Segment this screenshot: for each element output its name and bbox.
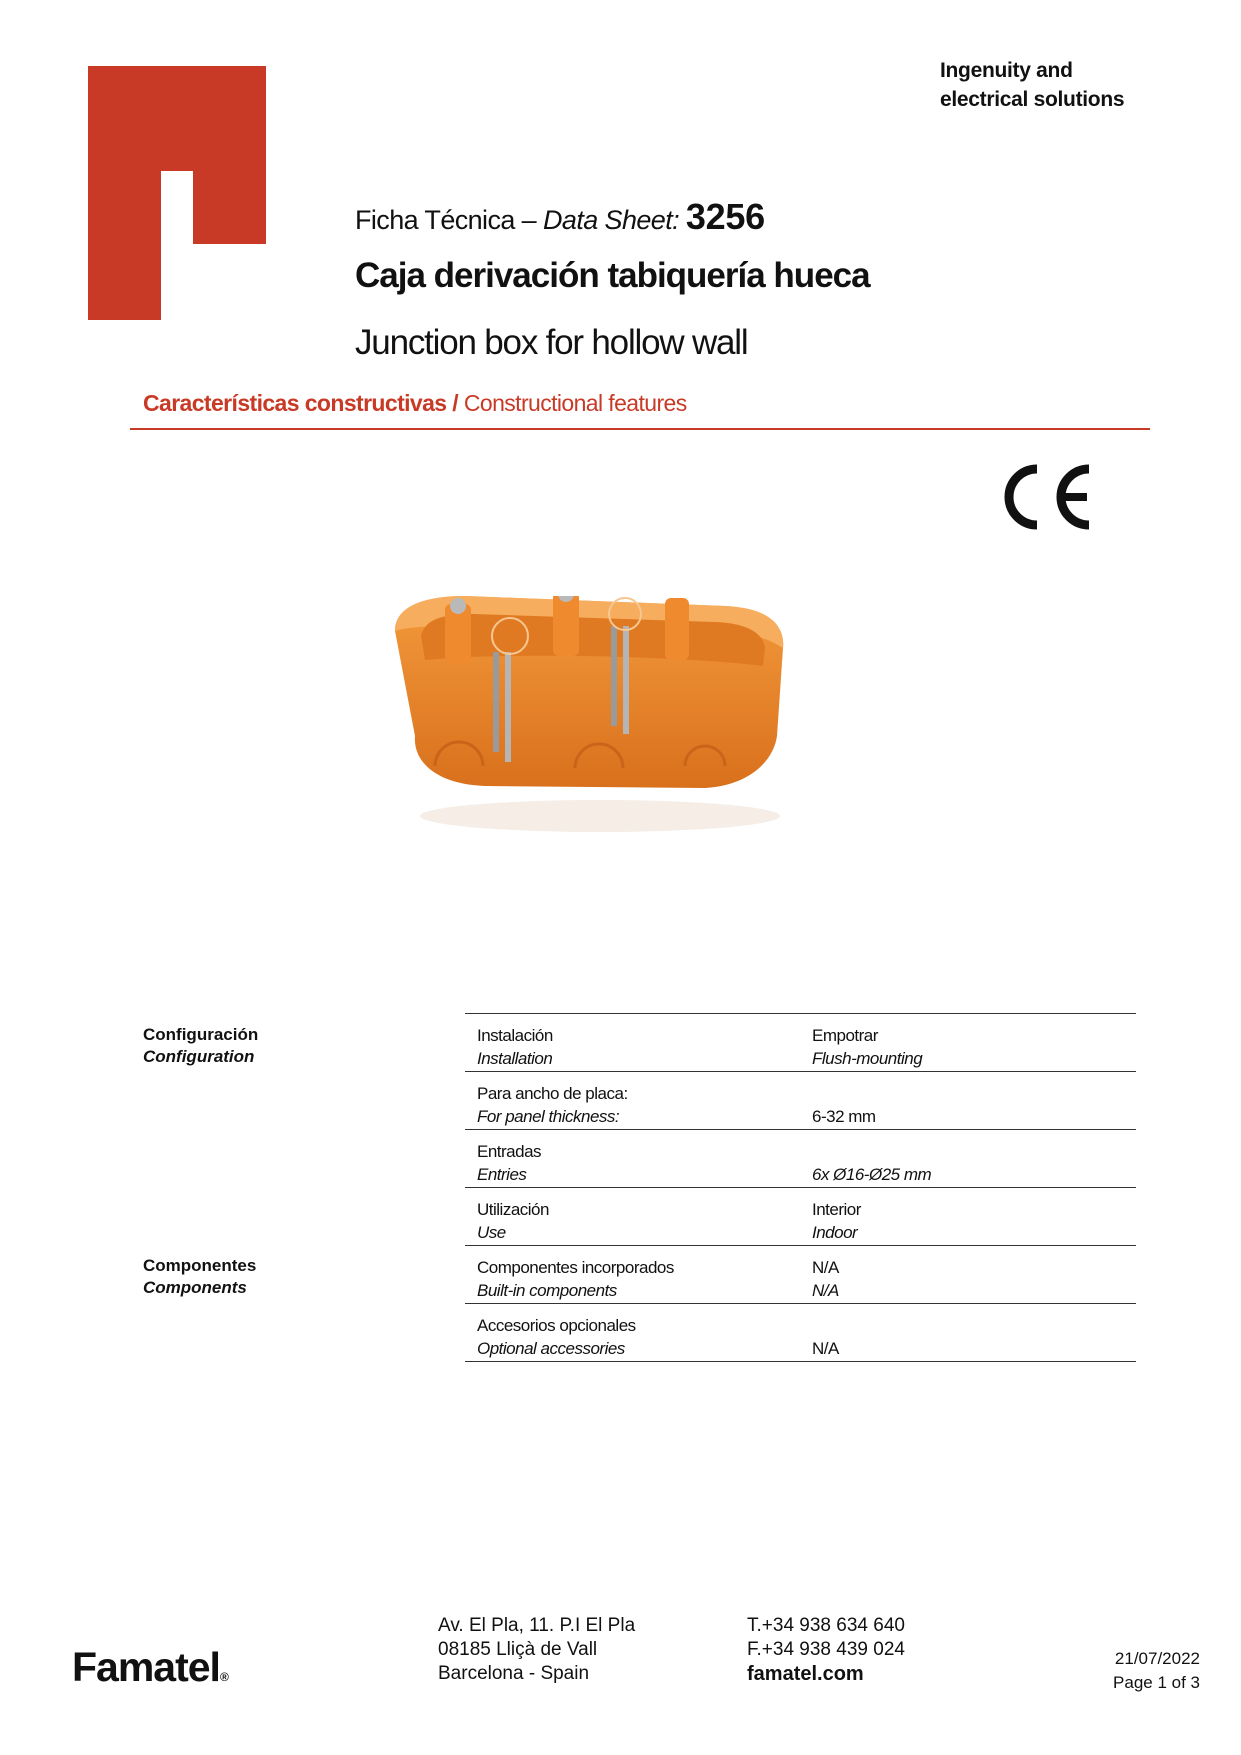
spec-label-es: Para ancho de placa: bbox=[477, 1084, 628, 1103]
fax-number: F.+34 938 439 024 bbox=[747, 1639, 905, 1660]
spec-value-en: Indoor bbox=[812, 1223, 858, 1242]
registered-mark: ® bbox=[219, 1670, 229, 1684]
tagline-line-1: Ingenuity and bbox=[940, 59, 1073, 82]
spec-value-es: Interior bbox=[812, 1200, 861, 1219]
sheet-prefix-es: Ficha Técnica – bbox=[355, 205, 543, 235]
spec-value-es: Empotrar bbox=[812, 1026, 878, 1045]
page-title-es: Caja derivación tabiquería hueca bbox=[355, 256, 870, 295]
address-line-3: Barcelona - Spain bbox=[438, 1663, 590, 1684]
spec-label-es: Utilización bbox=[477, 1200, 549, 1219]
footer-contact bbox=[747, 1614, 905, 1686]
website-link[interactable]: famatel.com bbox=[747, 1663, 864, 1685]
spec-label-en: Installation bbox=[477, 1049, 553, 1068]
footer-address bbox=[438, 1614, 635, 1686]
section-heading bbox=[143, 390, 687, 417]
group-configuration bbox=[143, 1024, 258, 1068]
document-date: 21/07/2022 bbox=[1114, 1649, 1200, 1668]
famatel-logo-icon bbox=[88, 66, 266, 320]
spec-label-es: Accesorios opcionales bbox=[477, 1316, 636, 1335]
datasheet-line bbox=[355, 196, 765, 238]
ce-mark-icon bbox=[997, 463, 1095, 531]
group-configuration-en: Configuration bbox=[143, 1047, 255, 1066]
spec-label-en: Optional accessories bbox=[477, 1339, 625, 1358]
tagline-line-2: electrical solutions bbox=[940, 88, 1125, 111]
phone-number: T.+34 938 634 640 bbox=[747, 1615, 905, 1636]
spec-row-panel-thickness bbox=[465, 1072, 1136, 1130]
address-line-1: Av. El Pla, 11. P.I El Pla bbox=[438, 1615, 636, 1636]
group-components-en: Components bbox=[143, 1278, 247, 1297]
group-components-es: Componentes bbox=[143, 1256, 257, 1275]
product-image bbox=[385, 596, 805, 836]
brand-wordmark bbox=[72, 1644, 229, 1691]
sheet-number: 3256 bbox=[685, 196, 765, 237]
spec-label-en: Entries bbox=[477, 1165, 527, 1184]
group-configuration-es: Configuración bbox=[143, 1025, 259, 1044]
tagline bbox=[940, 56, 1124, 114]
specs-table bbox=[465, 1013, 1136, 1362]
sheet-prefix-en: Data Sheet: bbox=[543, 205, 679, 235]
spec-value-en: 6x Ø16-Ø25 mm bbox=[812, 1165, 932, 1184]
spec-label-en: Use bbox=[477, 1223, 506, 1242]
spec-row-use bbox=[465, 1188, 1136, 1246]
spec-value-en: N/A bbox=[812, 1281, 839, 1300]
brand-name: Famatel bbox=[72, 1644, 220, 1690]
spec-row-entries bbox=[465, 1130, 1136, 1188]
page-title-en: Junction box for hollow wall bbox=[355, 323, 748, 362]
address-line-2: 08185 Lliçà de Vall bbox=[438, 1639, 598, 1660]
section-heading-en: Constructional features bbox=[463, 390, 687, 416]
spec-row-optional-accessories bbox=[465, 1304, 1136, 1362]
spec-row-built-in-components bbox=[465, 1246, 1136, 1304]
spec-label-en: Built-in components bbox=[477, 1281, 617, 1300]
spec-label-en: For panel thickness: bbox=[477, 1107, 620, 1126]
section-divider bbox=[130, 428, 1150, 430]
spec-label-es: Entradas bbox=[477, 1142, 542, 1161]
spec-value-en: N/A bbox=[812, 1339, 839, 1358]
spec-value-es: N/A bbox=[812, 1258, 839, 1277]
page-number: Page 1 of 3 bbox=[1113, 1673, 1200, 1692]
spec-value-en: 6-32 mm bbox=[812, 1107, 876, 1126]
footer-meta bbox=[1113, 1647, 1200, 1695]
spec-row-installation bbox=[465, 1014, 1136, 1072]
section-heading-es: Características constructivas / bbox=[143, 390, 459, 416]
group-components bbox=[143, 1255, 256, 1299]
spec-label-es: Instalación bbox=[477, 1026, 553, 1045]
spec-label-es: Componentes incorporados bbox=[477, 1258, 674, 1277]
spec-value-en: Flush-mounting bbox=[812, 1049, 923, 1068]
